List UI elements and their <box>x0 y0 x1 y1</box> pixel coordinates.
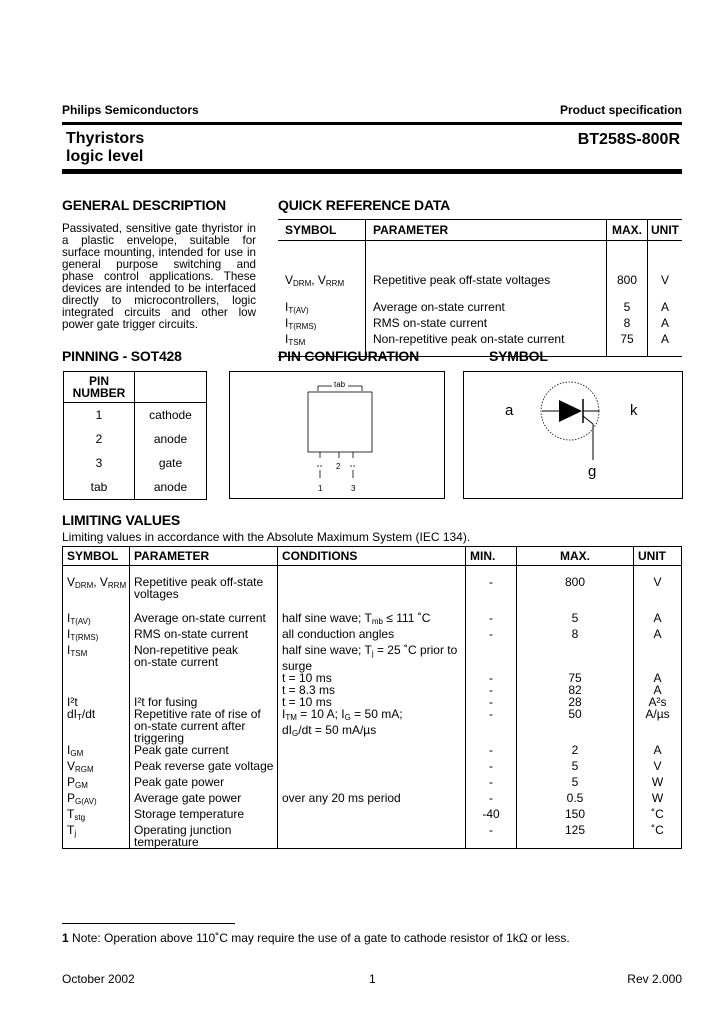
symbol-subscript: DRM <box>75 581 94 590</box>
lv-unit-cell: W <box>634 792 682 808</box>
symbol-main: I <box>67 627 71 641</box>
condition-line: all conduction angles <box>282 627 395 641</box>
symbol-second: /dt <box>81 707 96 721</box>
description-line: Passivated, sensitive gate thyristor in <box>62 222 256 235</box>
symbol-main: T <box>67 807 75 821</box>
parameter-line: Peak reverse gate voltage <box>134 759 274 773</box>
parameter-line: Peak gate current <box>134 743 229 757</box>
header-rule <box>62 122 682 125</box>
symbol-second: , V <box>93 575 108 589</box>
lv-unit-cell: A <box>634 628 682 644</box>
lv-unit-cell: V <box>634 760 682 776</box>
parameter-line: Non-repetitive peak <box>134 643 239 657</box>
symbol-main: I <box>285 316 289 330</box>
lv-conditions-cell <box>278 760 466 776</box>
pin-1-label: 1 <box>318 484 323 493</box>
lv-parameter-cell <box>130 644 278 672</box>
qr-col-max: MAX. <box>607 220 648 241</box>
limiting-values-heading: LIMITING VALUES <box>62 512 181 528</box>
parameter-line: triggering <box>134 731 185 745</box>
lv-symbol-cell <box>63 760 130 776</box>
pinning-heading: PINNING - SOT428 <box>62 348 182 364</box>
lv-unit-cell: ˚C <box>634 824 682 849</box>
description-line: power gate trigger circuits. <box>62 318 198 331</box>
lv-symbol-cell <box>63 808 130 824</box>
condition-line <box>282 724 465 740</box>
lv-symbol-cell <box>63 824 130 849</box>
condition-line: t = 10 ms <box>282 671 332 685</box>
qr-symbol-cell <box>278 301 366 317</box>
cathode-label: k <box>630 402 638 419</box>
lv-symbol-cell <box>63 644 130 672</box>
lv-conditions-cell <box>278 566 466 607</box>
general-description-heading: GENERAL DESCRIPTION <box>62 197 226 213</box>
pin-number-cell: 2 <box>64 427 135 451</box>
condition-line: t = 8.3 ms <box>282 683 336 697</box>
parameter-line: Repetitive peak off-state <box>134 575 264 589</box>
table-row <box>63 808 682 824</box>
limiting-values-intro: Limiting values in accordance with the Absolute Maximum System (IEC 134). <box>62 530 471 544</box>
lv-parameter-cell <box>130 566 278 607</box>
pin-2-label: 2 <box>336 462 341 471</box>
lv-symbol-cell <box>63 776 130 792</box>
qr-max-cell: 8 <box>607 317 648 333</box>
thyristor-symbol-icon <box>464 372 682 498</box>
symbol-main: P <box>67 791 76 805</box>
pin-header-line1: PIN <box>88 374 109 388</box>
lv-max-cell: 50 <box>517 708 634 744</box>
lv-max-cell: 75 <box>517 672 634 684</box>
pin-3-label: 3 <box>351 484 356 493</box>
condition-line: over any 20 ms period <box>282 791 401 805</box>
footnote-text: Note: Operation above 110˚C may require the use of a gate to cathode resistor of 1kΩ or less. <box>68 931 570 945</box>
lv-symbol-cell <box>63 708 130 744</box>
lv-unit-cell <box>634 644 682 672</box>
gate-label: g <box>588 463 597 480</box>
symbol-subscript: GM <box>75 781 88 790</box>
lv-max-cell: 5 <box>517 606 634 628</box>
lv-conditions-cell <box>278 792 466 808</box>
parameter-line: RMS on-state current <box>134 627 249 641</box>
qr-col-parameter: PARAMETER <box>366 220 607 241</box>
table-row <box>63 760 682 776</box>
footnote-number: 1 <box>62 931 69 945</box>
table-row <box>63 708 682 744</box>
lv-max-cell: 5 <box>517 760 634 776</box>
lv-max-cell <box>517 644 634 672</box>
symbol-subscript: TSM <box>288 338 306 347</box>
qr-unit-cell: V <box>648 241 683 302</box>
symbol-subscript: T(RMS) <box>70 633 99 642</box>
lv-max-cell: 82 <box>517 684 634 696</box>
qr-parameter-cell: Non-repetitive peak on-state current <box>366 333 607 357</box>
symbol-main: T <box>67 823 75 837</box>
lv-max-cell: 2 <box>517 744 634 760</box>
lv-unit-cell: A <box>634 744 682 760</box>
symbol-second-subscript: RRM <box>325 279 345 288</box>
symbol-subscript: T <box>77 713 82 722</box>
lv-unit-cell: W <box>634 776 682 792</box>
condition-text: half sine wave; T <box>282 611 372 625</box>
lv-symbol-cell <box>63 744 130 760</box>
table-row <box>64 403 207 428</box>
description-line: phase control applications. These <box>62 270 256 283</box>
parameter-line: temperature <box>134 835 199 849</box>
product-title <box>66 130 144 166</box>
table-row <box>278 317 682 333</box>
product-title-line1: Thyristors <box>66 130 145 147</box>
lv-min-cell: - <box>466 824 517 849</box>
lv-col-parameter: PARAMETER <box>130 547 278 566</box>
lv-unit-cell: A <box>634 684 682 696</box>
pin-number-cell: 1 <box>64 403 135 428</box>
sot428-package-drawing <box>230 372 444 498</box>
lv-unit-cell: A <box>634 606 682 628</box>
pin-number-cell: 3 <box>64 451 135 475</box>
lv-unit-cell: A²s <box>634 696 682 708</box>
pin-configuration-heading: PIN CONFIGURATION <box>278 348 420 364</box>
qr-col-unit: UNIT <box>648 220 683 241</box>
lv-min-cell: - <box>466 566 517 607</box>
condition-text: = 10 A; I <box>296 707 345 721</box>
qr-parameter-cell: RMS on-state current <box>366 317 607 333</box>
symbol-subscript: G(AV) <box>75 797 97 806</box>
condition-text: /dt = 50 mA/µs <box>298 723 377 737</box>
symbol-subscript: stg <box>74 813 86 822</box>
lv-min-cell: - <box>466 606 517 628</box>
table-row <box>63 566 682 607</box>
table-row <box>64 475 207 500</box>
lv-conditions-cell <box>278 808 466 824</box>
symbol-main: I <box>67 611 71 625</box>
condition-line: surge <box>282 659 313 673</box>
symbol-second-subscript: RRM <box>107 581 127 590</box>
lv-max-cell: 0.5 <box>517 792 634 808</box>
lv-min-cell: - <box>466 792 517 808</box>
description-line: surface mounting, intended for use in <box>62 246 256 259</box>
lv-max-cell: 28 <box>517 696 634 708</box>
lv-conditions-cell <box>278 776 466 792</box>
lv-max-cell: 125 <box>517 824 634 849</box>
condition-subscript: j <box>371 649 374 658</box>
table-row <box>63 776 682 792</box>
table-row <box>278 241 682 302</box>
symbol-subscript: DRM <box>293 279 312 288</box>
pin-function-cell: gate <box>135 451 207 475</box>
parameter-line: on-state current after <box>134 719 246 733</box>
symbol-subscript: T(RMS) <box>288 322 317 331</box>
symbol-main: V <box>67 759 76 773</box>
lv-max-cell: 8 <box>517 628 634 644</box>
table-row <box>63 628 682 644</box>
symbol-main: P <box>67 775 76 789</box>
pin-header-line2: NUMBER <box>72 386 126 400</box>
lv-unit-cell: V <box>634 566 682 607</box>
condition-subscript: G <box>292 729 299 738</box>
symbol-main: I <box>67 743 71 757</box>
lv-symbol-cell <box>63 672 130 684</box>
table-row <box>63 744 682 760</box>
lv-conditions-cell <box>278 644 466 672</box>
lv-unit-cell: A/µs <box>634 708 682 744</box>
lv-min-cell: -40 <box>466 808 517 824</box>
lv-conditions-cell <box>278 744 466 760</box>
lv-col-conditions: CONDITIONS <box>278 547 466 566</box>
lv-conditions-cell <box>278 824 466 849</box>
qr-parameter-cell: Repetitive peak off-state voltages <box>366 241 607 302</box>
symbol-subscript: T(AV) <box>70 617 91 626</box>
lv-min-cell: - <box>466 744 517 760</box>
lv-parameter-cell <box>130 708 278 744</box>
lv-parameter-cell <box>130 792 278 808</box>
table-row <box>63 672 682 684</box>
condition-subscript: G <box>344 713 351 722</box>
company-name: Philips Semiconductors <box>62 103 199 117</box>
lv-parameter-cell <box>130 824 278 849</box>
pin-number-cell: tab <box>64 475 135 500</box>
description-line: a plastic envelope, suitable for <box>62 234 256 247</box>
qr-parameter-cell: Average on-state current <box>366 301 607 317</box>
quick-reference-heading: QUICK REFERENCE DATA <box>278 197 451 213</box>
pin-function-cell: anode <box>135 427 207 451</box>
lv-conditions-cell <box>278 708 466 744</box>
description-line: integrated circuits and other low <box>62 306 256 319</box>
condition-text: dI <box>282 723 293 737</box>
symbol-subscript: RGM <box>75 765 94 774</box>
parameter-line: Operating junction <box>134 823 232 837</box>
lv-min-cell: - <box>466 760 517 776</box>
table-row <box>64 451 207 475</box>
qr-col-symbol: SYMBOL <box>278 220 366 241</box>
qr-max-cell: 800 <box>607 241 648 302</box>
symbol-main: V <box>285 273 294 287</box>
table-row <box>63 606 682 628</box>
symbol-subscript: T(AV) <box>288 306 309 315</box>
diode-triangle <box>559 400 582 422</box>
qr-max-cell: 5 <box>607 301 648 317</box>
symbol-main: I <box>285 300 289 314</box>
symbol-main: I <box>67 643 71 657</box>
lv-parameter-cell <box>130 672 278 684</box>
parameter-line: I²t for fusing <box>134 695 198 709</box>
lv-max-cell: 150 <box>517 808 634 824</box>
lv-min-cell: - <box>466 684 517 696</box>
pin-description-header <box>135 372 207 403</box>
lv-symbol-cell <box>63 792 130 808</box>
pin-number-header <box>64 372 135 403</box>
table-row <box>63 824 682 849</box>
lv-unit-cell: ˚C <box>634 808 682 824</box>
condition-subscript: TM <box>285 713 297 722</box>
lv-symbol-cell <box>63 606 130 628</box>
lv-col-min: MIN. <box>466 547 517 566</box>
table-row <box>63 792 682 808</box>
lv-conditions-cell <box>278 628 466 644</box>
condition-line <box>282 644 465 660</box>
symbol-heading: SYMBOL <box>489 348 548 364</box>
document-type: Product specification <box>559 103 682 117</box>
symbol-main: I²t <box>67 695 78 709</box>
parameter-line: on-state current <box>134 655 219 669</box>
condition-line <box>282 612 465 628</box>
condition-text: = 50 mA; <box>350 707 403 721</box>
qr-unit-cell: A <box>648 317 683 333</box>
condition-line <box>282 708 465 724</box>
qr-symbol-cell <box>278 317 366 333</box>
qr-symbol-cell <box>278 241 366 302</box>
condition-text: half sine wave; T <box>282 643 372 657</box>
lv-unit-cell: A <box>634 672 682 684</box>
pinning-table <box>63 371 207 500</box>
parameter-line: voltages <box>134 587 179 601</box>
symbol-main: I <box>285 332 289 346</box>
lv-col-unit: UNIT <box>634 547 682 566</box>
lv-symbol-cell <box>63 628 130 644</box>
lv-col-symbol: SYMBOL <box>63 547 130 566</box>
description-line: devices are intended to be interfaced <box>62 282 256 295</box>
lv-min-cell: - <box>466 708 517 744</box>
part-number: BT258S-800R <box>577 131 680 148</box>
parameter-line: Repetitive rate of rise of <box>134 707 261 721</box>
condition-subscript: mb <box>371 617 383 626</box>
parameter-line: Peak gate power <box>134 775 225 789</box>
symbol-subscript: TSM <box>70 649 88 658</box>
lv-parameter-cell <box>130 744 278 760</box>
footer-page-number: 1 <box>369 972 376 986</box>
symbol-main: dI <box>67 707 78 721</box>
lv-parameter-cell <box>130 606 278 628</box>
footer-date: October 2002 <box>62 972 135 986</box>
footnote-rule <box>62 923 235 924</box>
table-row <box>64 427 207 451</box>
table-row <box>63 644 682 672</box>
quick-reference-table <box>278 219 682 357</box>
pin-function-cell: cathode <box>135 403 207 428</box>
footer-revision: Rev 2.000 <box>627 972 682 986</box>
symbol-subscript: GM <box>70 749 84 758</box>
condition-text: = 25 ˚C prior to <box>373 643 458 657</box>
lv-min-cell: - <box>466 628 517 644</box>
qr-unit-cell: A <box>648 301 683 317</box>
parameter-line: Average gate power <box>134 791 242 805</box>
tab-label: tab <box>334 380 346 389</box>
condition-line: t = 10 ms <box>282 695 332 709</box>
footnote <box>62 931 570 945</box>
general-description-text <box>62 223 256 331</box>
parameter-line: Storage temperature <box>134 807 245 821</box>
parameter-line: Average on-state current <box>134 611 266 625</box>
symbol-subscript: j <box>74 829 77 838</box>
package-body <box>308 392 372 452</box>
lv-parameter-cell <box>130 760 278 776</box>
lv-symbol-cell <box>63 566 130 607</box>
qr-unit-cell: A <box>648 333 683 357</box>
lv-parameter-cell <box>130 776 278 792</box>
symbol-second: , V <box>311 273 326 287</box>
lv-max-cell: 5 <box>517 776 634 792</box>
lv-conditions-cell <box>278 606 466 628</box>
condition-text: I <box>282 707 286 721</box>
lv-parameter-cell <box>130 808 278 824</box>
lv-max-cell: 800 <box>517 566 634 607</box>
lv-col-max: MAX. <box>517 547 634 566</box>
pin-configuration-diagram <box>229 371 445 499</box>
anode-label: a <box>505 402 514 419</box>
title-rule <box>62 169 682 174</box>
qr-max-cell: 75 <box>607 333 648 357</box>
product-title-line2: logic level <box>66 148 144 165</box>
description-line: directly to microcontrollers, logic <box>62 294 256 307</box>
description-line: general purpose switching and <box>62 258 256 271</box>
condition-text: ≤ 111 ˚C <box>382 611 431 625</box>
table-row <box>278 301 682 317</box>
lv-min-cell: - <box>466 672 517 684</box>
pin-function-cell: anode <box>135 475 207 500</box>
lv-min-cell: - <box>466 776 517 792</box>
symbol-main: V <box>67 575 76 589</box>
limiting-values-table <box>62 546 682 849</box>
lv-min-cell: - <box>466 696 517 708</box>
lv-parameter-cell <box>130 628 278 644</box>
lv-min-cell <box>466 644 517 672</box>
gate-lead-diagonal <box>583 416 593 424</box>
thyristor-symbol-diagram <box>463 371 683 499</box>
